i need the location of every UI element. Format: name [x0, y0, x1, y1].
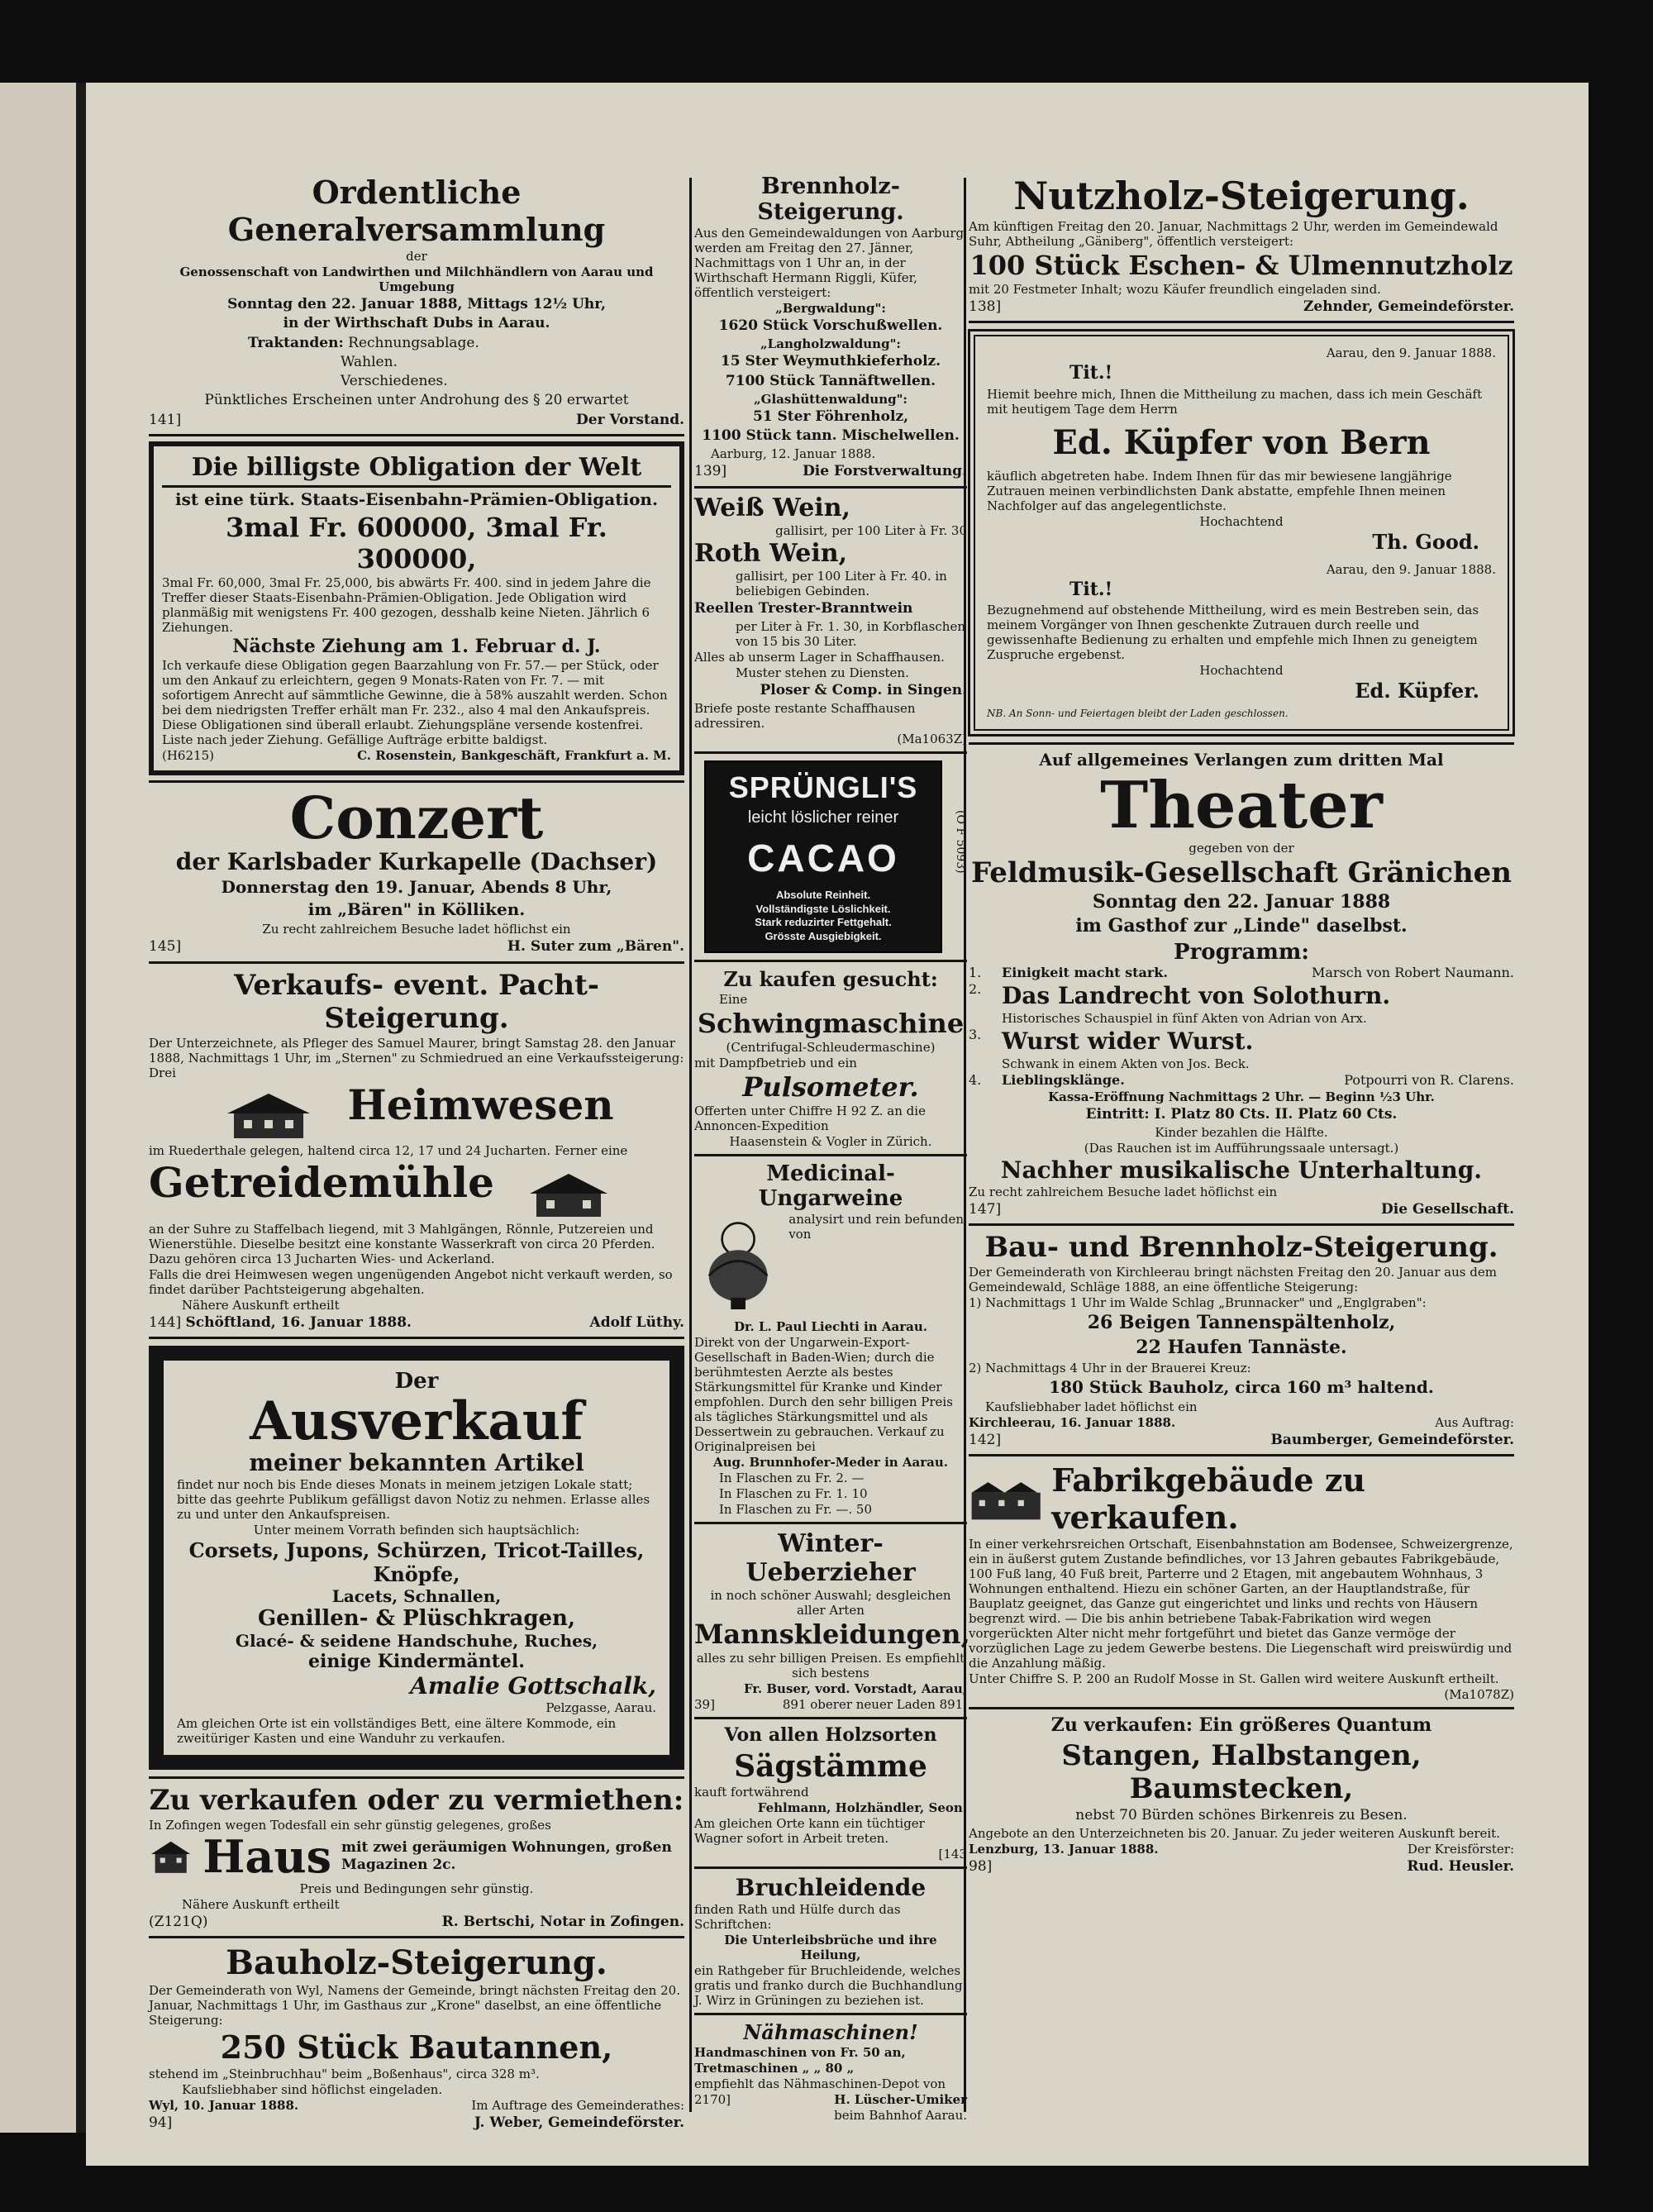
bau-b1: 26 Beigen Tannenspältenholz,	[1087, 1312, 1396, 1334]
bruch-l2: Die Unterleibsbrüche und ihre Heilung,	[724, 1932, 937, 1962]
naeh-num: 2170]	[694, 2091, 731, 2107]
nutz-title: Nutzholz-Steigerung.	[1013, 174, 1470, 218]
haus-sig: R. Bertschi, Notar in Zofingen.	[441, 1913, 684, 1930]
brenn-place: Aarburg, 12. Januar 1888.	[711, 446, 876, 462]
haus-l3: Preis und Bedingungen sehr günstig.	[299, 1881, 534, 1896]
theater-l2: Feldmusik-Gesellschaft Gränichen	[970, 856, 1512, 889]
saeg-title: Sägstämme	[734, 1748, 927, 1784]
nutz-l1: Am künftigen Freitag den 20. Januar, Nachmittags 2 Uhr, werden im Gemeindewald Suhr, Abtheilung „Gäniberg", öffentlich versteigert:	[969, 219, 1498, 249]
brenn-h1: „Bergwaldung":	[775, 301, 886, 316]
cacao-f1: Absolute Reinheit.	[775, 889, 871, 901]
wein-l6: Briefe poste restante Schaffhausen adressiren.	[694, 701, 916, 731]
column-3	[969, 174, 1514, 1877]
fabrik-l2: Unter Chiffre S. P. 200 an Rudolf Mosse in St. Gallen wird weitere Auskunft ertheilt.	[969, 1671, 1499, 1687]
page-gutter	[76, 83, 86, 2133]
pacht-l5: Nähere Auskunft ertheilt	[182, 1297, 340, 1313]
obl-l5: Ich verkaufe diese Obligation gegen Baarzahlung von Fr. 57.— per Stück, oder um den Ankauf zu erleichtern, gegen 9 Monats-Raten von Fr. 7. — mit sofortigem Anrecht auf sämmtliche Gewinne, die à 58% auszahlt werden. Schon bei dem niedrigsten Treffer erhält man Fr. 232., also 4 mal den Ankaufspreis. Diese Obligationen sind überall erlaubt. Ziehungspläne versende kostenfrei. Liste nach jeder Ziehung. Gefällige Aufträge erbitte baldigst.	[162, 657, 668, 747]
theater-sig: Die Gesellschaft.	[1381, 1200, 1514, 1218]
gv-der: der	[406, 249, 427, 264]
ad-stangen	[969, 1714, 1514, 1876]
obl-sig: C. Rosenstein, Bankgeschäft, Frankfurt a. M.	[357, 747, 671, 763]
brenn-i1: 1620 Stück Vorschußwellen.	[718, 317, 943, 334]
fabrik-title: Fabrikgebäude zu verkaufen.	[1051, 1461, 1366, 1537]
ad-kuepfer	[974, 335, 1509, 730]
wein-l1: gallisirt, per 100 Liter à Fr. 30	[775, 522, 967, 538]
winter-l4: 891 oberer neuer Laden 891.	[782, 1697, 967, 1713]
cacao-box	[704, 760, 942, 953]
prog-n1: 1.	[969, 964, 982, 980]
pacht-num: 144]	[149, 1313, 182, 1331]
ausv-title: Ausverkauf	[250, 1390, 584, 1452]
ad-spruengli-cacao	[694, 760, 967, 953]
ad-nutzholz	[969, 174, 1514, 316]
stangen-sig: Rud. Heusler.	[1407, 1858, 1514, 1876]
kuepfer-tit1: Tit.!	[1069, 362, 1113, 384]
pacht-l1: Der Unterzeichnete, als Pfleger des Samuel Maurer, bringt Samstag 28. den Januar 1888, Nachmittags 1 Uhr, im „Sternen" zu Schmiedrued an eine Verkaufssteigerung: Drei	[149, 1035, 684, 1080]
ungar-l1: analysirt und rein befunden von	[788, 1212, 964, 1242]
bauholz-sig: J. Weber, Gemeindeförster.	[474, 2114, 684, 2131]
pacht-l3: an der Suhre zu Staffelbach liegend, mit 3 Mahlgängen, Rönnle, Putzereien und Wienerstühle. Dieselbe besitzt eine konstante Wasserkraft von circa 20 Pferden. Dazu gehören circa 13 Jucharten Wies- und Ackerland.	[149, 1221, 655, 1266]
winter-big: Mannskleidungen,	[694, 1618, 970, 1651]
pacht-l4: Falls die drei Heimwesen wegen ungenügenden Angebot nicht verkauft werden, so findet darüber Pachtsteigerung abgehalten.	[149, 1266, 673, 1297]
obl-title: Die billigste Obligation der Welt	[162, 453, 671, 488]
pacht-title: Verkaufs- event. Pacht-Steigerung.	[234, 968, 599, 1035]
conzert-l1: der Karlsbader Kurkapelle (Dachser)	[175, 848, 658, 876]
schwing-l1: mit Dampfbetrieb und ein	[694, 1056, 857, 1071]
bauholz-l2: stehend im „Steinbruchhau" beim „Boßenhaus", circa 328 m³.	[149, 2066, 540, 2081]
prog-p1: Einigkeit macht stark.	[1002, 964, 1168, 980]
kuepfer-l2: käuflich abgetreten habe. Indem Ihnen für das mir bewiesene langjährige Zutrauen meinen verbindlichsten Dank abstatte, empfehle Ihnen meinen Nachfolger auf das angelegentlichste.	[987, 468, 1452, 513]
ad-schwingmaschine	[694, 967, 967, 1149]
ausv-item-1: Corsets, Jupons, Schürzen, Tricot-Tailles, Knöpfe,	[188, 1537, 645, 1586]
stangen-l2: Angebote an den Unterzeichneten bis 20. Januar. Zu jeder weiteren Auskunft bereit.	[969, 1826, 1500, 1842]
obl-l4: Nächste Ziehung am 1. Februar d. J.	[232, 635, 601, 657]
column-rule-1	[689, 178, 692, 2112]
bauholz-l1: Der Gemeinderath von Wyl, Namens der Gemeinde, bringt nächsten Freitag den 20. Januar, Nachmittags 1 Uhr, im Gasthaus zur „Krone" daselbst, an eine öffentliche Steigerung:	[149, 1982, 680, 2028]
wein-sig: Ploser & Comp. in Singen.	[760, 681, 967, 698]
theater-big: Nachher musikalische Unterhaltung.	[1000, 1156, 1483, 1184]
theater-l4: im Gasthof zur „Linde" daselbst.	[1075, 915, 1408, 937]
winter-num: 39]	[694, 1697, 715, 1713]
pacht-heimwesen: Heimwesen	[347, 1080, 614, 1129]
bau-title: Bau- und Brennholz-Steigerung.	[984, 1231, 1498, 1265]
ad-bauholz	[149, 1943, 684, 2132]
bauholz-place: Wyl, 10. Januar 1888.	[149, 2097, 299, 2113]
factory-icon	[969, 1474, 1043, 1523]
bau-l1: Der Gemeinderath von Kirchleerau bringt nächsten Freitag den 20. Januar aus dem Gemeindewald, Schläge 1888, an eine öffentliche Steigerung:	[969, 1265, 1497, 1295]
gv-num: 141]	[149, 411, 182, 428]
pacht-l2: im Ruederthale gelegen, haltend circa 12, 17 und 24 Jucharten. Ferner eine	[149, 1143, 628, 1158]
bauholz-l3: Kaufsliebhaber sind höflichst eingeladen.	[182, 2081, 443, 2097]
haus-l2: mit zwei geräumigen Wohnungen, großen Magazinen 2c.	[341, 1839, 672, 1874]
ungar-title: Medicinal-Ungarweine	[758, 1161, 903, 1212]
winter-l1: in noch schöner Auswahl; desgleichen aller Arten	[710, 1588, 951, 1618]
conzert-sig: H. Suter zum „Bären".	[507, 938, 684, 956]
obl-l2: 3mal Fr. 600000, 3mal Fr. 300000,	[226, 511, 607, 574]
bau-auftrag: Aus Auftrag:	[1435, 1415, 1514, 1431]
gv-tr3: Verschiedenes.	[341, 373, 448, 389]
bau-b2: 22 Haufen Tannäste.	[1136, 1336, 1347, 1358]
brenn-num: 139]	[694, 463, 727, 480]
ausv-item-3: Genillen- & Plüschkragen,	[257, 1605, 576, 1631]
bauholz-title: Bauholz-Steigerung.	[226, 1943, 607, 1982]
ad-bau-brennholz	[969, 1231, 1514, 1449]
stangen-big: Stangen, Halbstangen, Baumstecken,	[1061, 1738, 1422, 1805]
ausv-l3: Am gleichen Orte ist ein vollständiges Bett, eine ältere Kommode, ein zweitüriger Kasten und eine Wanduhr zu verkaufen.	[177, 1715, 617, 1746]
naeh-l4: beim Bahnhof Aarau.	[834, 2107, 967, 2123]
naeh-title: Nähmaschinen!	[743, 2019, 918, 2044]
prog-n2: 2.	[969, 980, 982, 997]
bau-l2: Kaufsliebhaber ladet höflichst ein	[985, 1399, 1198, 1415]
gv-tr1: Rechnungsablage.	[348, 334, 479, 351]
gv-line2: Sonntag den 22. Januar 1888, Mittags 12½ Uhr,	[227, 296, 606, 312]
bau-place: Kirchleerau, 16. Januar 1888.	[969, 1415, 1176, 1431]
pacht-sig: Adolf Lüthy.	[589, 1313, 684, 1331]
winter-title: Winter-Ueberzieher	[746, 1529, 916, 1588]
wein-t3: Reellen Trester-Branntwein	[694, 599, 913, 617]
winter-l3: Fr. Buser, vord. Vorstadt, Aarau,	[744, 1681, 967, 1697]
fabrik-code: (Ma1078Z)	[1444, 1687, 1514, 1703]
stangen-num: 98]	[969, 1858, 993, 1876]
wein-code: (Ma1063Z)	[897, 732, 967, 746]
kuepfer-tit2: Tit.!	[1069, 578, 1113, 600]
naeh-l3: empfiehlt das Nähmaschinen-Depot von	[694, 2076, 946, 2091]
brenn-sig: Die Forstverwaltung.	[803, 463, 967, 480]
stangen-kreis: Der Kreisförster:	[1407, 1842, 1514, 1857]
ad-generalversammlung	[149, 174, 684, 429]
gv-line3: in der Wirthschaft Dubs in Aarau.	[283, 315, 550, 332]
ausv-item-5: einige Kindermäntel.	[308, 1650, 525, 1672]
bau-sig: Baumberger, Gemeindeförster.	[1270, 1432, 1514, 1449]
bruch-l1: finden Rath und Hülfe durch das Schriftchen:	[694, 1901, 901, 1932]
previous-page-edge	[0, 83, 76, 2133]
cacao-f2: Vollständigste Löslichkeit.	[755, 902, 891, 915]
ad-pacht-steigerung	[149, 969, 684, 1332]
prog-p2b: Historisches Schauspiel in fünf Akten von Adrian von Arx.	[1002, 1010, 1367, 1026]
pacht-getreidemuehle: Getreidemühle	[149, 1158, 494, 1207]
haus-title: Zu verkaufen oder zu vermiethen:	[149, 1783, 684, 1817]
cacao-f3: Stark reduzirter Fettgehalt.	[755, 916, 892, 929]
schwing-l0: Zu kaufen gesucht:	[723, 967, 938, 992]
brenn-i4: 51 Ster Föhrenholz,	[752, 408, 909, 425]
kuepfer-hoch2: Hochachtend	[1199, 663, 1284, 679]
ad-bruchleidende	[694, 1874, 967, 2008]
haus-code: (Z121Q)	[149, 1913, 208, 1930]
cacao-f4: Grösste Ausgiebigkeit.	[765, 929, 882, 942]
conzert-l3: im „Bären" in Kölliken.	[307, 899, 526, 920]
brenn-h2: „Langholzwaldung":	[760, 336, 901, 352]
kuepfer-l3: Bezugnehmend auf obstehende Mittheilung, wird es mein Bestreben sein, das meinem Vorgänger von Ihnen geschenkte Zutrauen durch reelle und gewissenhafte Bedienung zu erhalten und empfehle mich Ihnen zu geneigtem Zuspruche ergebenst.	[987, 603, 1479, 663]
theater-program-list	[969, 965, 1514, 1089]
brenn-l1: Aus den Gemeindewaldungen von Aarburg werden am Freitag den 27. Jänner, Nachmittags von 1 Uhr an, in der Wirthschaft Hermann Riggli, Küfer, öffentlich versteigert:	[694, 226, 965, 300]
haus-big: Haus	[202, 1829, 332, 1883]
conzert-l4: Zu recht zahlreichem Besuche ladet höflichst ein	[262, 922, 571, 937]
theater-l1: gegeben von der	[1189, 840, 1294, 856]
schwing-title: Schwingmaschine	[697, 1008, 965, 1040]
gv-line1: Genossenschaft von Landwirthen und Milchhändlern von Aarau und Umgebung	[179, 265, 654, 294]
brenn-title: Brennholz-Steigerung.	[757, 174, 904, 225]
bau-a1: 1) Nachmittags 1 Uhr im Walde Schlag „Brunnacker" und „Englgraben":	[969, 1295, 1427, 1311]
bau-num: 142]	[969, 1432, 1002, 1449]
schwing-eine: Eine	[719, 992, 748, 1008]
pacht-place: Schöftland, 16. Januar 1888.	[185, 1313, 412, 1331]
saeg-l1: kauft fortwährend	[694, 1784, 809, 1800]
haus-l1: In Zofingen wegen Todesfall ein sehr günstig gelegenes, großes	[149, 1817, 551, 1833]
mill-icon	[523, 1169, 614, 1218]
ausv-sig2: Pelzgasse, Aarau.	[545, 1700, 656, 1715]
cacao-code: (O F 5093)	[954, 810, 967, 874]
stangen-l1: nebst 70 Bürden schönes Birkenreis zu Besen.	[1075, 1806, 1408, 1823]
bauholz-num: 94]	[149, 2114, 173, 2131]
bauholz-auftrag: Im Auftrage des Gemeinderathes:	[471, 2097, 684, 2113]
prog-p3: Wurst wider Wurst.	[1002, 1027, 1254, 1055]
conzert-num: 145]	[149, 938, 182, 956]
kuepfer-hoch1: Hochachtend	[1199, 513, 1284, 529]
wein-t1: Weiß Wein,	[694, 493, 850, 522]
gv-note: Pünktliches Erscheinen unter Androhung des § 20 erwartet	[204, 392, 629, 409]
column-2	[694, 174, 970, 2124]
gv-traktanden-label: Traktanden:	[248, 334, 344, 351]
brenn-h3: „Glashüttenwaldung":	[754, 391, 907, 407]
ungar-l2: Dr. L. Paul Liechti in Aarau.	[733, 1319, 927, 1335]
ad-conzert	[149, 783, 684, 956]
naeh-l2: Tretmaschinen „ „ 80 „	[694, 2060, 855, 2076]
theater-num: 147]	[969, 1200, 1002, 1218]
brenn-i5: 1100 Stück tann. Mischelwellen.	[702, 427, 960, 444]
naeh-l1: Handmaschinen von Fr. 50 an,	[694, 2044, 906, 2060]
ad-winter-ueberzieher	[694, 1529, 970, 1713]
prog-p4b: Potpourri von R. Clarens.	[1344, 1071, 1514, 1088]
ausv-sub: meiner bekannten Artikel	[249, 1448, 584, 1476]
theater-l0: Auf allgemeines Verlangen zum dritten Mal	[1039, 749, 1444, 770]
bruch-title: Bruchleidende	[735, 1873, 927, 1901]
ausv-der: Der	[394, 1368, 439, 1394]
prog-n3: 3.	[969, 1026, 982, 1042]
schwing-l2: Offerten unter Chiffre H 92 Z. an die Annoncen-Expedition	[694, 1104, 926, 1134]
saeg-l2: Fehlmann, Holzhändler, Seon.	[757, 1800, 967, 1815]
emblem-icon	[694, 1211, 782, 1318]
kuepfer-date2: Aarau, den 9. Januar 1888.	[1326, 561, 1496, 577]
ausv-sig: Amalie Gottschalk,	[410, 1671, 656, 1700]
ad-obligation	[149, 441, 684, 775]
ad-naehmaschinen	[694, 2020, 967, 2123]
prog-p2: Das Landrecht von Solothurn.	[1002, 981, 1391, 1009]
kuepfer-name: Ed. Küpfer von Bern	[1052, 422, 1431, 462]
theater-k4: (Das Rauchen ist im Aufführungssaale untersagt.)	[1084, 1140, 1399, 1156]
conzert-title: Conzert	[289, 783, 544, 852]
prog-p3b: Schwank in einem Akten von Jos. Beck.	[1002, 1056, 1250, 1071]
ungar-l3: Direkt von der Ungarwein-Export-Gesellschaft in Baden-Wien; durch die berühmtesten Aerzte als bestes Stärkungsmittel für Kranke und Kinder empfohlen. Durch den sehr billigen Preis als tägliches Stärkungsmittel und als Dessertwein zu gebrauchen. Verkauf zu Originalpreisen bei	[694, 1335, 953, 1455]
brenn-i3: 7100 Stück Tannäftwellen.	[725, 372, 936, 389]
prog-p4: Lieblingsklänge.	[1002, 1071, 1125, 1088]
schwing-big: Pulsometer.	[742, 1071, 919, 1104]
schwing-sub: (Centrifugal-Schleudermaschine)	[726, 1040, 936, 1056]
theater-k2: Eintritt: I. Platz 80 Cts. II. Platz 60 Cts.	[1085, 1105, 1398, 1123]
obl-l1: ist eine türk. Staats-Eisenbahn-Prämien-Obligation.	[175, 489, 658, 509]
theater-k1: Kassa-Eröffnung Nachmittags 2 Uhr. — Beginn ½3 Uhr.	[1048, 1089, 1435, 1104]
ungar-p2: In Flaschen zu Fr. 1. 10	[719, 1486, 868, 1502]
bau-a2: 2) Nachmittags 4 Uhr in der Brauerei Kreuz:	[969, 1361, 1251, 1376]
farmhouse-icon	[219, 1090, 318, 1140]
naeh-sig: H. Lüscher-Umiker	[834, 2091, 967, 2107]
ungar-p1: In Flaschen zu Fr. 2. —	[719, 1471, 865, 1486]
ad-fabrikgebaeude	[969, 1461, 1514, 1702]
house-icon	[149, 1833, 193, 1880]
ausv-item-4: Glacé- & seidene Handschuhe, Ruches,	[235, 1630, 598, 1651]
ad-haus	[149, 1784, 684, 1931]
bruch-l3: ein Rathgeber für Bruchleidende, welches gratis und franko durch die Buchhandlung J. Wirz in Grüningen zu beziehen ist.	[694, 1962, 963, 2008]
stangen-l0: Zu verkaufen: Ein größeres Quantum	[1050, 1714, 1432, 1737]
ad-saegstaemme	[694, 1724, 967, 1862]
prog-p1b: Marsch von Robert Naumann.	[1312, 964, 1514, 980]
nutz-num: 138]	[969, 298, 1002, 315]
saeg-num: [143	[938, 1846, 967, 1862]
prog-n4: 4.	[969, 1071, 982, 1088]
saeg-l0: Von allen Holzsorten	[724, 1724, 937, 1747]
wein-t2: Roth Wein,	[694, 538, 848, 568]
gv-sig: Der Vorstand.	[576, 411, 684, 428]
theater-prog: Programm:	[1174, 939, 1309, 965]
nutz-l2: mit 20 Festmeter Inhalt; wozu Käufer freundlich eingeladen sind.	[969, 282, 1381, 297]
ad-ausverkauf	[149, 1346, 684, 1770]
brenn-i2: 15 Ster Weymuthkieferholz.	[720, 353, 941, 370]
ad-wein	[694, 493, 967, 747]
theater-k3: Kinder bezahlen die Hälfte.	[1155, 1124, 1328, 1140]
kuepfer-date1: Aarau, den 9. Januar 1888.	[1326, 346, 1496, 361]
wein-l5: Muster stehen zu Diensten.	[736, 665, 909, 680]
bauholz-big: 250 Stück Bautannen,	[220, 2028, 613, 2066]
bau-b3: 180 Stück Bauholz, circa 160 m³ haltend.	[1049, 1377, 1434, 1398]
obl-l3: 3mal Fr. 60,000, 3mal Fr. 25,000, bis abwärts Fr. 400. sind in jedem Jahre die Treffer dieser Staats-Eisenbahn-Prämien-Obligation. Jede Obligation wird planmäßig mit wenigstens Fr. 400 gezogen, desshalb keine Nieten. Jährlich 6 Ziehungen.	[162, 574, 651, 635]
gv-tr2: Wahlen.	[341, 353, 398, 370]
kuepfer-sig1: Th. Good.	[1372, 529, 1479, 554]
haus-l4: Nähere Auskunft ertheilt	[182, 1896, 340, 1912]
ad-theater	[969, 750, 1514, 1218]
gv-title: Ordentliche Generalversammlung	[227, 174, 606, 248]
cacao-brand: SPRÜNGLI'S	[728, 770, 918, 804]
stangen-place: Lenzburg, 13. Januar 1888.	[969, 1842, 1159, 1857]
ad-brennholz	[694, 174, 967, 481]
schwing-l3: Haasenstein & Vogler in Zürich.	[729, 1134, 932, 1150]
winter-l2: alles zu sehr billigen Preisen. Es empfiehlt sich bestens	[696, 1651, 965, 1681]
saeg-l3: Am gleichen Orte kann ein tüchtiger Wagner sofort in Arbeit treten.	[694, 1815, 925, 1846]
cacao-word: CACAO	[747, 837, 899, 880]
kuepfer-sig2: Ed. Küpfer.	[1355, 679, 1479, 703]
ausv-item-2: Lacets, Schnallen,	[331, 1585, 502, 1606]
wein-l3: per Liter à Fr. 1. 30, in Korbflaschen von 15 bis 30 Liter.	[736, 618, 965, 649]
ausv-l1: findet nur noch bis Ende dieses Monats in meinem jetzigen Lokale statt; bitte das geehrte Publikum gefälligst davon Notiz zu nehmen. Erlasse alles zu und unter den Ankaufspreisen.	[177, 1476, 650, 1522]
conzert-l2: Donnerstag den 19. Januar, Abends 8 Uhr,	[221, 877, 612, 898]
wein-l4: Alles ab unserm Lager in Schaffhausen.	[694, 649, 945, 665]
fabrik-l1: In einer verkehrsreichen Ortschaft, Eisenbahnstation am Bodensee, Schweizergrenze, ein in äußerst gutem Zustande befindliches, vor 13 Jahren gebautes Fabrikgebäude, 100 Fuß lang, 40 Fuß breit, Parterre und 2 Etagen, mit angebautem Wohnhaus, 3 Wohnungen enthaltend. Hiezu ein schöner Garten, an der Hauptlandstraße, für Bauplatz geeignet, das Ganze gut eingerichtet und links und rechts von Häusern begrenzt wird. — Die bis anhin betriebene Tabak-Fabrikation wird wegen vorgerückten Alter nicht mehr fortgeführt und bietet das Ganze vermöge der vorzüglichen Lage zu jedem Gewerbe bestens. Die Liegenschaft wird preiswürdig und die Anzahlung mäßig.	[969, 1537, 1513, 1671]
ausv-l2: Unter meinem Vorrath befinden sich hauptsächlich:	[253, 1522, 580, 1537]
theater-l5: Zu recht zahlreichem Besuche ladet höflichst ein	[969, 1184, 1278, 1199]
theater-l3: Sonntag den 22. Januar 1888	[1092, 890, 1391, 913]
theater-title: Theater	[1100, 767, 1383, 843]
cacao-sub: leicht löslicher reiner	[747, 808, 899, 827]
kuepfer-nb: NB. An Sonn- und Feiertagen bleibt der Laden geschlossen.	[987, 708, 1289, 720]
wein-l2: gallisirt, per 100 Liter à Fr. 40. in beliebigen Gebinden.	[736, 568, 947, 598]
column-1	[149, 174, 684, 2133]
nutz-big: 100 Stück Eschen- & Ulmennutzholz	[969, 250, 1513, 281]
nutz-sig: Zehnder, Gemeindeförster.	[1303, 298, 1514, 315]
kuepfer-l1: Hiemit beehre mich, Ihnen die Mittheilung zu machen, dass ich mein Geschäft mit heutigem Tage dem Herrn	[987, 386, 1483, 417]
obl-code: (H6215)	[162, 747, 214, 763]
ungar-l4: Aug. Brunnhofer-Meder in Aarau.	[712, 1455, 949, 1471]
ad-ungarweine	[694, 1161, 967, 1517]
ungar-p3: In Flaschen zu Fr. —. 50	[719, 1502, 872, 1518]
